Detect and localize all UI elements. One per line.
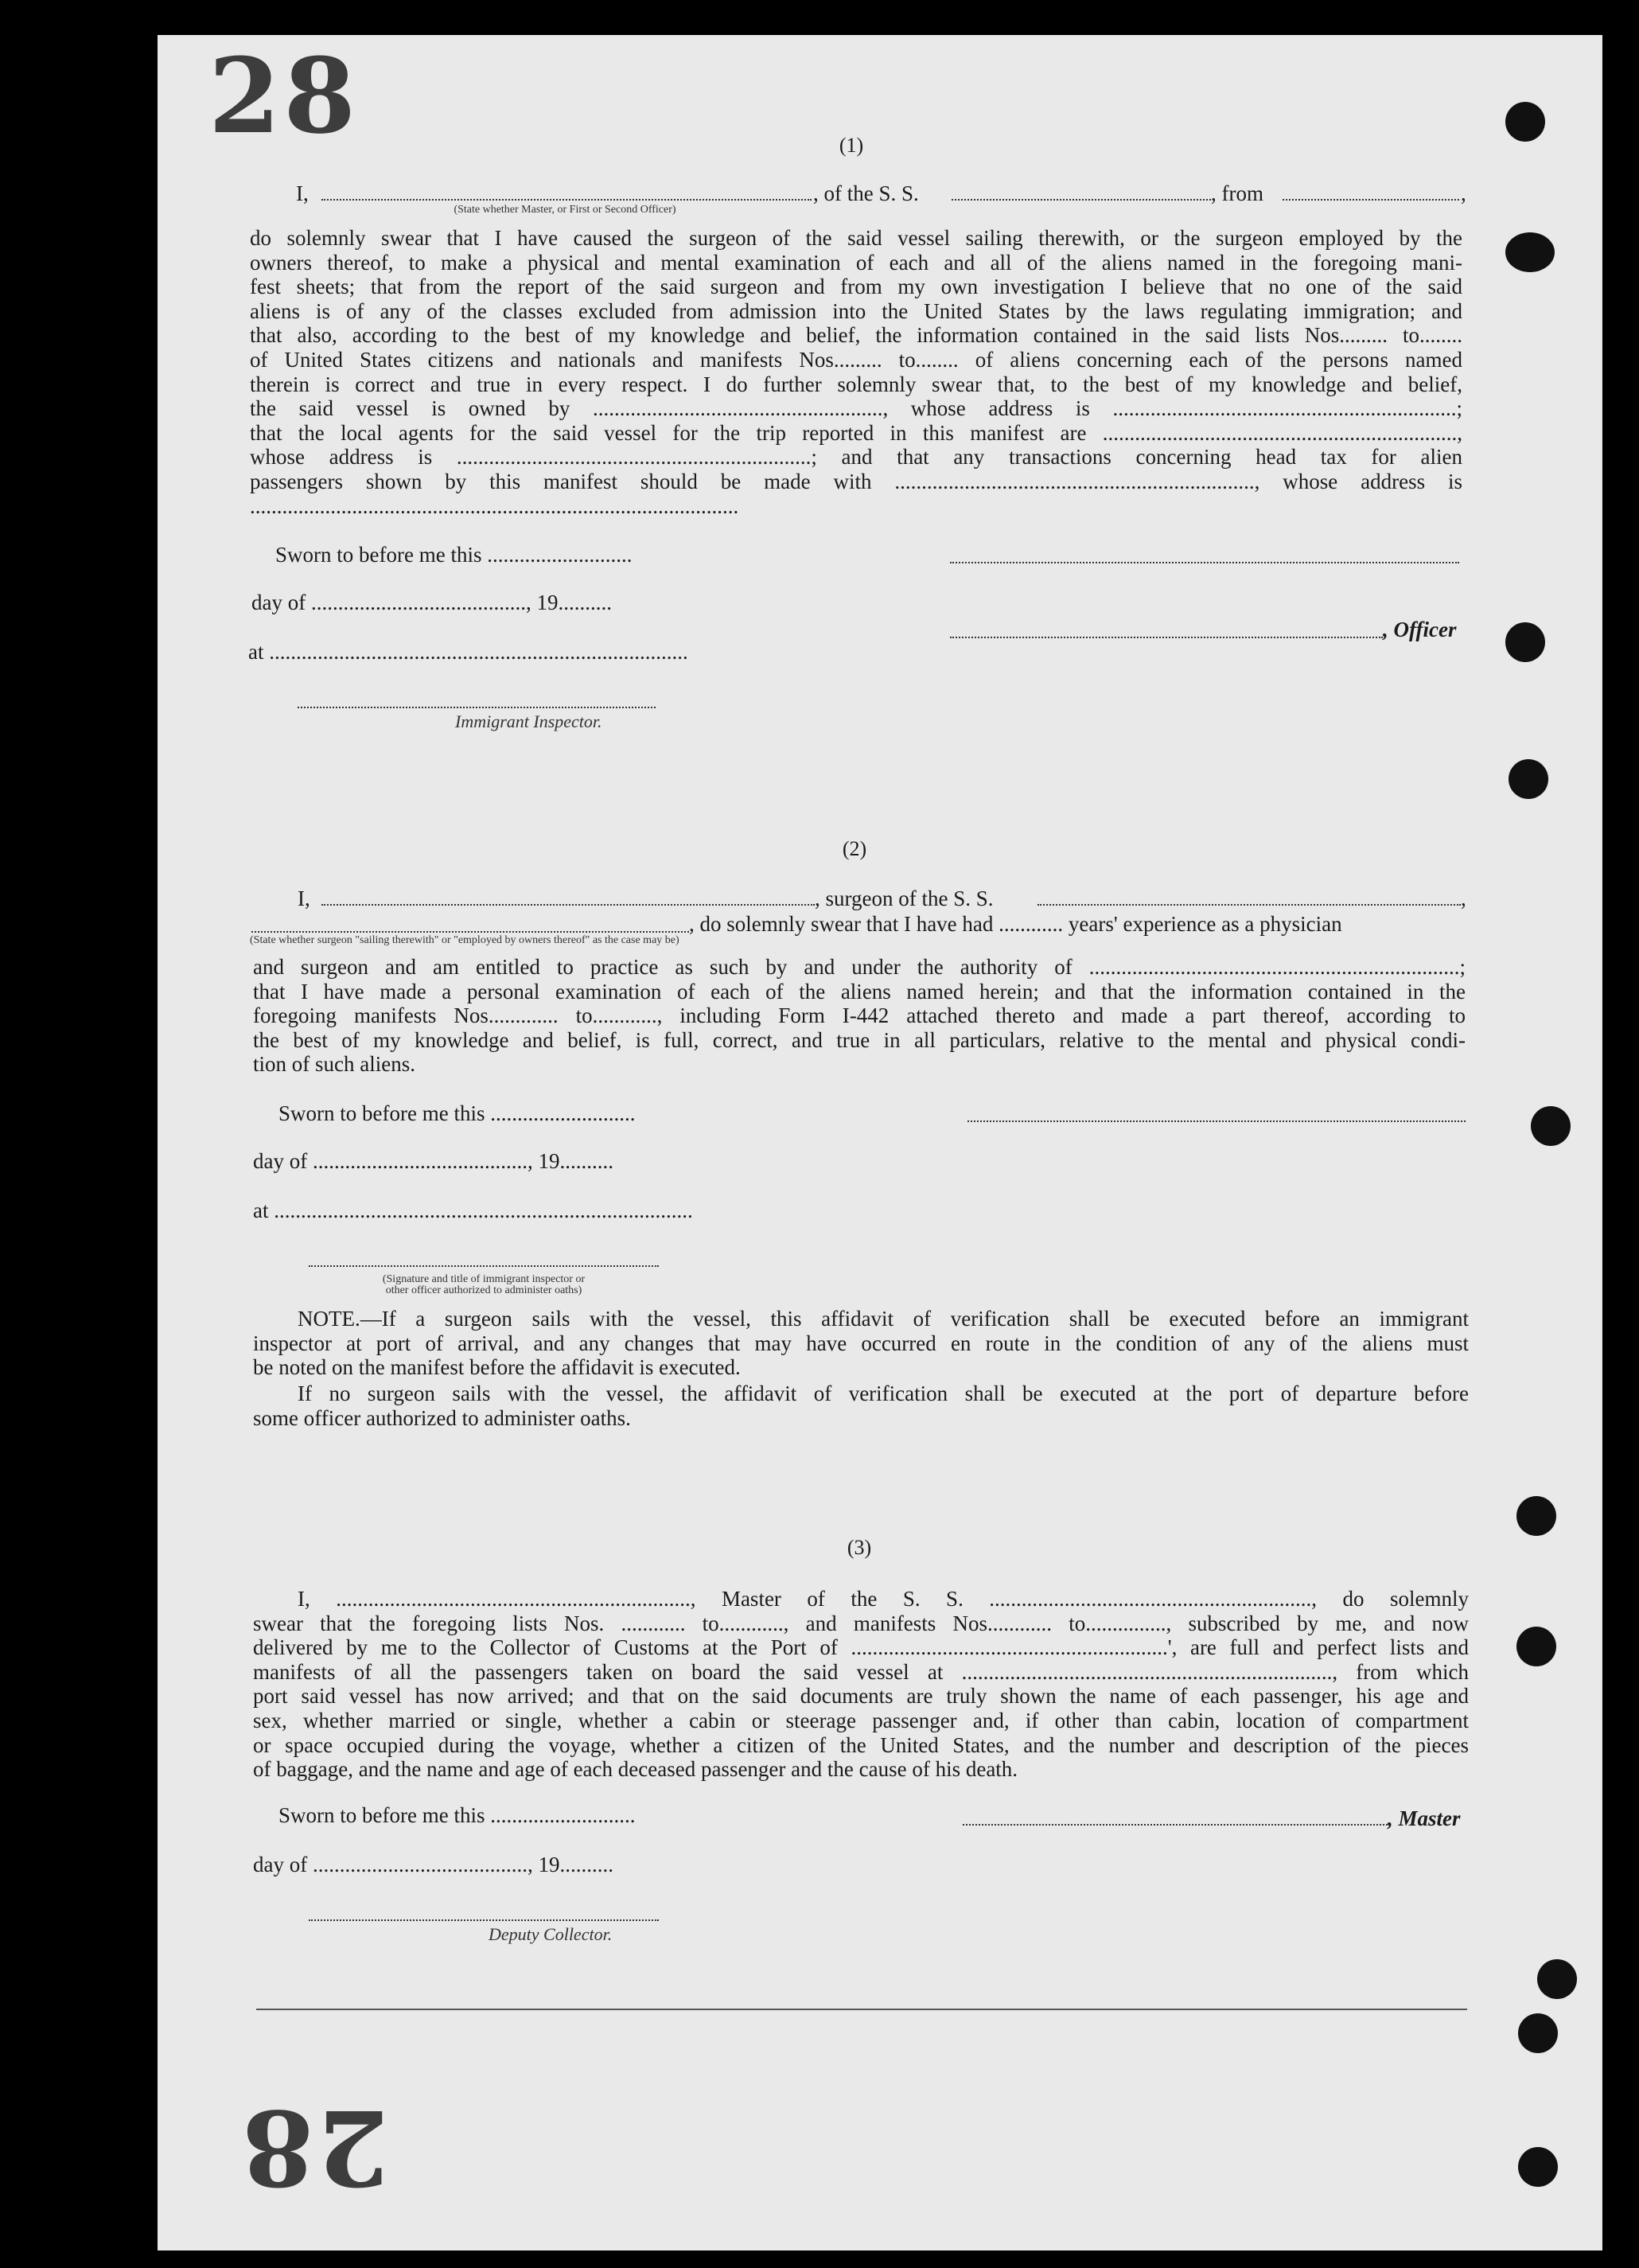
s2-sig-caption-2: other officer authorized to administer oaths) <box>385 1284 582 1296</box>
s2-status-field[interactable] <box>251 931 689 933</box>
s1-line: whose address is ..................................................................; and that any transactions concerning head tax for alien <box>250 445 1462 470</box>
s2-name-field[interactable] <box>321 904 815 906</box>
s2-paragraph <box>253 955 1466 1077</box>
s1-inspector-label: Immigrant Inspector. <box>455 711 602 731</box>
note-line: be noted on the manifest before the affidavit is executed. <box>253 1355 741 1380</box>
s1-line: that also, according to the best of my knowledge and belief, the information contained in the said lists Nos......... to........ <box>250 323 1462 348</box>
s1-caption: (State whether Master, or First or Second Officer) <box>454 204 676 216</box>
s2-at: at .............................................................................. <box>253 1198 693 1222</box>
s1-day-of: day of ........................................, 19.......... <box>251 590 612 614</box>
punch-hole <box>1505 232 1555 272</box>
s3-line: or space occupied during the voyage, whether a citizen of the United States, and the number and description of the pieces <box>253 1732 1469 1757</box>
s1-line: do solemnly swear that I have caused the surgeon of the said vessel sailing therewith, or the surgeon employed by the <box>250 226 1462 250</box>
s3-master-line[interactable] <box>963 1824 1388 1826</box>
note-line: inspector at port of arrival, and any changes that may have occurred en route in the condition of any of the aliens must <box>253 1331 1469 1355</box>
s1-line: of United States citizens and nationals and manifests Nos......... to........ of aliens concerning each of the persons named <box>250 347 1462 372</box>
s3-sworn: Sworn to before me this ........................... <box>278 1803 636 1827</box>
s1-officer-label: , Officer <box>1383 618 1457 641</box>
note-line: some officer authorized to administer oaths. <box>253 1405 631 1430</box>
s1-port-field[interactable] <box>1283 199 1459 201</box>
s2-caption: (State whether surgeon "sailing therewith" or "employed by owners thereof" as the case may be) <box>250 934 679 946</box>
section-2-number: (2) <box>842 837 867 860</box>
s1-signature-line[interactable] <box>950 562 1459 563</box>
punch-hole <box>1505 622 1545 662</box>
s1-line: aliens is of any of the classes excluded from admission into the United States by the laws regulating immigration; and <box>250 298 1462 323</box>
s3-line: delivered by me to the Collector of Customs at the Port of ...........................................................', are full and perfect lists and <box>253 1635 1469 1660</box>
s1-line: that the local agents for the said vessel for the trip reported in this manifest are .................................................................., <box>250 420 1462 445</box>
s3-collector-line[interactable] <box>309 1919 659 1921</box>
punch-hole <box>1509 759 1548 799</box>
s2-sig-caption-1: (Signature and title of immigrant inspector or <box>382 1273 586 1285</box>
s1-at: at .............................................................................. <box>248 640 688 664</box>
s1-paragraph <box>250 226 1462 518</box>
s1-inspector-line[interactable] <box>298 707 656 708</box>
s2-line: tion of such aliens. <box>253 1052 415 1077</box>
s2-comma: , <box>1461 887 1466 910</box>
s2-line2: , do solemnly swear that I have had ............ years' experience as a physician <box>689 912 1342 936</box>
punch-hole <box>1518 2147 1558 2187</box>
section-3-number: (3) <box>847 1536 872 1559</box>
s1-line: fest sheets; that from the report of the said surgeon and from my own investigation I believe that no one of the said <box>250 275 1462 299</box>
page-number-bottom: 28 <box>239 2087 389 2208</box>
punch-hole <box>1516 1496 1556 1536</box>
punch-hole <box>1505 102 1545 142</box>
punch-hole <box>1537 1959 1577 1999</box>
s1-line: therein is correct and true in every respect. I do further solemnly swear that, to the best of my knowledge and belief, <box>250 372 1462 396</box>
s1-sworn: Sworn to before me this ........................... <box>275 543 633 567</box>
bottom-rule <box>256 2009 1467 2010</box>
s3-line: of baggage, and the name and age of each deceased passenger and the cause of his death. <box>253 1757 1018 1782</box>
s3-line: sex, whether married or single, whether a cabin or steerage passenger and, if other than cabin, location of compartment <box>253 1708 1469 1732</box>
s1-i: I, <box>296 181 309 205</box>
s2-line: that I have made a personal examination of each of the aliens named herein; and that the information contained in the <box>253 979 1466 1003</box>
s2-signature-line[interactable] <box>967 1120 1466 1122</box>
s3-master-label: , Master <box>1388 1806 1461 1830</box>
s2-line: the best of my knowledge and belief, is full, correct, and true in all particulars, relative to the mental and physical condi- <box>253 1027 1466 1052</box>
s2-surgeon: , surgeon of the S. S. <box>815 887 994 910</box>
s1-line: ........................................................................................... <box>250 493 739 518</box>
s2-note <box>253 1307 1469 1380</box>
s2-line: and surgeon and am entitled to practice as such by and under the authority of .....................................................................; <box>253 955 1466 979</box>
s2-inspector-line[interactable] <box>309 1265 659 1267</box>
s1-vessel-field[interactable] <box>952 199 1211 201</box>
s1-from: , from <box>1211 181 1263 205</box>
s3-line: port said vessel has now arrived; and that on the said documents are truly shown the name of each passenger, his age and <box>253 1684 1469 1709</box>
s1-line: passengers shown by this manifest should be made with ..................................................................., whose address is <box>250 469 1462 493</box>
s3-line: manifests of all the passengers taken on board the said vessel at ....................................................................., from which <box>253 1659 1469 1684</box>
s3-day-of: day of ........................................, 19.......... <box>253 1853 613 1876</box>
s3-line: I, .................................................................., Master of the S. S. ............................................................, do solemnly <box>298 1587 1469 1611</box>
page-number-top: 28 <box>208 35 359 157</box>
s2-line: foregoing manifests Nos............. to............, including Form I-442 attached thereto and made a part thereof, according to <box>253 1003 1466 1028</box>
punch-hole <box>1518 2013 1558 2053</box>
s2-sworn: Sworn to before me this ........................... <box>278 1101 636 1125</box>
section-1-number: (1) <box>839 134 864 157</box>
s3-paragraph <box>253 1587 1469 1782</box>
s1-officer-line[interactable] <box>950 637 1383 638</box>
s2-i: I, <box>298 887 310 910</box>
s1-line: the said vessel is owned by ......................................................, whose address is ................................................................; <box>250 396 1462 421</box>
s3-line: swear that the foregoing lists Nos. ............ to............, and manifests Nos............ to..............., subscribed by me, and now <box>253 1611 1469 1635</box>
punch-hole <box>1516 1627 1556 1666</box>
s3-collector-label: Deputy Collector. <box>489 1924 613 1944</box>
s1-comma: , <box>1461 181 1466 205</box>
s1-name-field[interactable] <box>321 199 812 201</box>
note-line: If no surgeon sails with the vessel, the affidavit of verification shall be executed at the port of departure before <box>298 1381 1469 1405</box>
note-line: NOTE.—If a surgeon sails with the vessel, this affidavit of verification shall be executed before an immigrant <box>298 1307 1469 1331</box>
s1-line: owners thereof, to make a physical and mental examination of each and all of the aliens named in the foregoing mani- <box>250 250 1462 275</box>
s2-vessel-field[interactable] <box>1038 904 1461 906</box>
punch-hole <box>1531 1106 1571 1146</box>
s2-day-of: day of ........................................, 19.......... <box>253 1149 613 1173</box>
s1-of-ss: , of the S. S. <box>813 181 919 205</box>
s2-note-2 <box>253 1381 1469 1430</box>
